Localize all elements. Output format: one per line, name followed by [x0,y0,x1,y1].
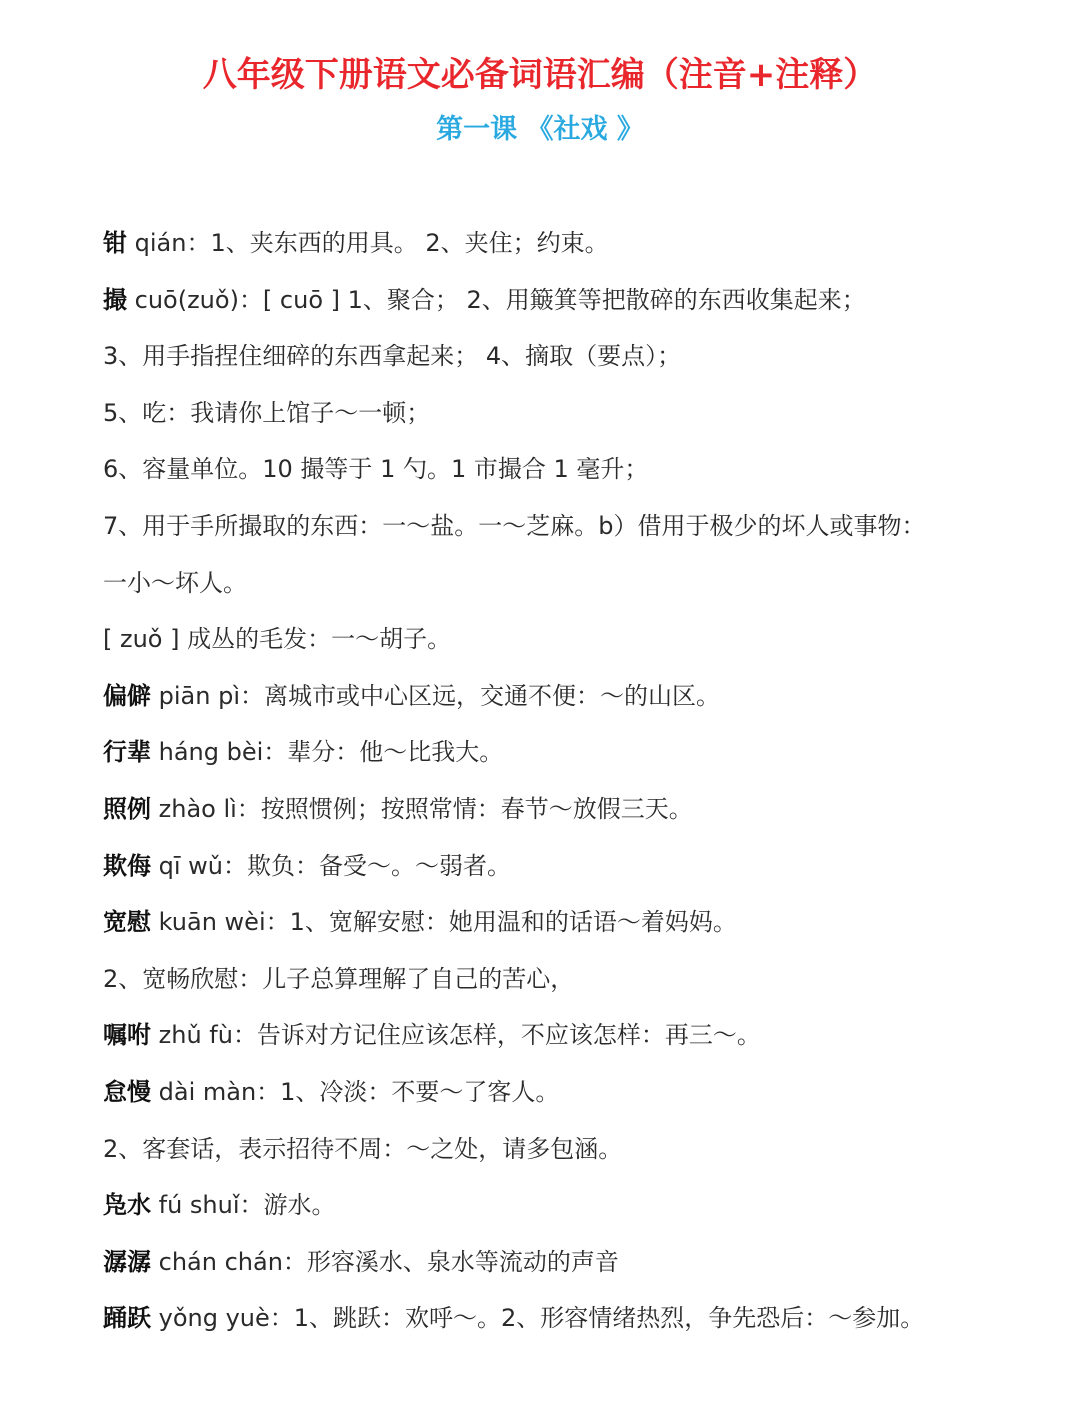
vocab-line [103,951,1063,1008]
vocab-term: 宽慰 [103,908,151,937]
vocab-line [103,894,1063,951]
vocab-definition: 3、用手指捏住细碎的东西拿起来； 4、摘取（要点）； [103,342,682,371]
vocab-term: 撮 [103,285,127,314]
vocab-definition: [ zuǒ ] 成丛的毛发：一～胡子。 [103,625,452,654]
vocab-term: 钳 [103,229,127,257]
vocab-line [103,498,1063,555]
vocab-term: 偏僻 [103,681,151,710]
vocab-definition: cuō(zuǒ)：[ cuō ] 1、聚合； 2、用簸箕等把散碎的东西收集起来； [127,285,866,314]
vocab-line [103,1177,1063,1234]
vocab-definition: zhǔ fù：告诉对方记住应该怎样，不应该怎样：再三～。 [151,1021,761,1050]
vocab-line [103,555,1063,612]
vocab-definition: 6、容量单位。10 撮等于 1 勺。1 市撮合 1 毫升； [103,455,649,484]
vocab-line [103,1234,1063,1291]
vocab-definition: 7、用于手所撮取的东西：一～盐。一～芝麻。b）借用于极少的坏人或事物： [103,511,926,540]
vocab-term: 照例 [103,794,151,823]
vocab-definition: 2、宽畅欣慰：儿子总算理解了自己的苦心， [103,964,575,993]
vocab-line [103,668,1063,725]
vocab-term: 行辈 [103,738,151,767]
vocab-definition: fú shuǐ：游水。 [151,1191,336,1220]
vocab-definition: qián：1、夹东西的用具。 2、夹住；约束。 [127,229,609,257]
vocab-definition: zhào lì：按照惯例；按照常情：春节～放假三天。 [151,794,693,823]
vocab-term: 怠慢 [103,1077,151,1106]
document-title: 八年级下册语文必备词语汇编（注音+注释） [202,55,878,95]
vocab-definition: yǒng yuè：1、跳跃：欢呼～。2、形容情绪热烈，争先恐后：～参加。 [151,1304,925,1333]
vocab-term: 欺侮 [103,851,151,880]
vocab-term: 嘱咐 [103,1021,151,1050]
vocab-line [103,724,1063,781]
vocab-line [103,215,1063,272]
vocab-definition: kuān wèi：1、宽解安慰：她用温和的话语～着妈妈。 [151,908,737,937]
vocab-definition: 一小～坏人。 [103,568,247,597]
vocab-line [103,328,1063,385]
vocab-definition: 5、吃：我请你上馆子～一顿； [103,398,431,427]
vocab-line [103,1007,1063,1064]
vocab-definition: piān pì：离城市或中心区远，交通不便：～的山区。 [151,681,720,710]
vocab-term: 凫水 [103,1191,151,1220]
vocabulary-list [103,215,1063,1347]
lesson-subtitle: 第一课 《社戏 》 [436,114,644,145]
vocab-line [103,1121,1063,1178]
vocab-line [103,441,1063,498]
vocab-line [103,385,1063,442]
vocab-line [103,838,1063,895]
vocab-definition: chán chán：形容溪水、泉水等流动的声音 [151,1247,619,1276]
vocab-term: 潺潺 [103,1247,151,1276]
vocab-line [103,781,1063,838]
vocab-line [103,611,1063,668]
vocab-definition: 2、客套话，表示招待不周：～之处，请多包涵。 [103,1134,623,1163]
vocab-term: 踊跃 [103,1304,151,1333]
vocab-line [103,272,1063,329]
vocab-definition: háng bèi：辈分：他～比我大。 [151,738,504,767]
vocab-definition: qī wǔ：欺负：备受～。～弱者。 [151,851,511,880]
vocab-line [103,1064,1063,1121]
vocab-definition: dài màn：1、冷淡：不要～了客人。 [151,1077,560,1106]
vocab-line [103,1290,1063,1347]
